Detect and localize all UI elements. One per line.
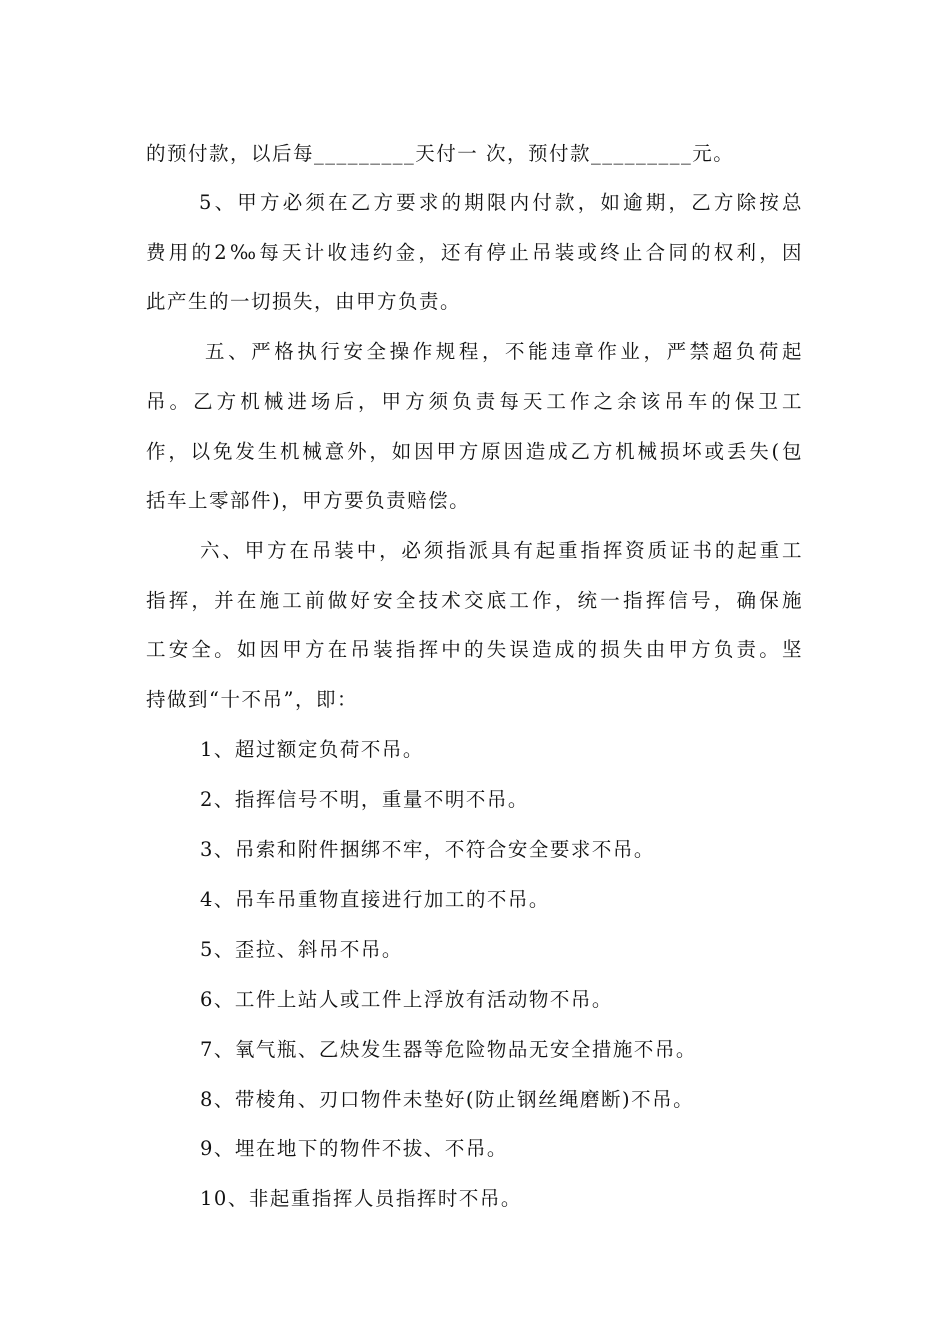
paragraph-line: 吊。乙方机械进场后，甲方须负责每天工作之余该吊车的保卫工 xyxy=(146,390,803,413)
list-item: 4、吊车吊重物直接进行加工的不吊。 xyxy=(200,888,550,911)
list-item: 6、工件上站人或工件上浮放有活动物不吊。 xyxy=(200,988,613,1011)
clause-5-line: 5、甲方必须在乙方要求的期限内付款，如逾期，乙方除按总 xyxy=(199,191,803,214)
section-5-heading-line: 五、严格执行安全操作规程，不能违章作业，严禁超负荷起 xyxy=(205,340,803,363)
list-item: 2、指挥信号不明，重量不明不吊。 xyxy=(200,788,529,811)
paragraph-line: 持做到“十不吊”，即： xyxy=(146,688,358,711)
list-item: 8、带棱角、刃口物件未垫好(防止钢丝绳磨断)不吊。 xyxy=(200,1088,695,1111)
paragraph-line: 括车上零部件)，甲方要负责赔偿。 xyxy=(146,489,471,512)
list-item: 9、埋在地下的物件不拔、不吊。 xyxy=(200,1137,508,1160)
paragraph-line: 指挥，并在施工前做好安全技术交底工作，统一指挥信号，确保施 xyxy=(146,589,803,612)
list-item: 10、非起重指挥人员指挥时不吊。 xyxy=(200,1187,522,1210)
section-6-heading-line: 六、甲方在吊装中，必须指派具有起重指挥资质证书的起重工 xyxy=(200,539,803,562)
paragraph-line: 此产生的一切损失，由甲方负责。 xyxy=(146,290,462,313)
paragraph-line: 工安全。如因甲方在吊装指挥中的失误造成的损失由甲方负责。坚 xyxy=(146,638,803,661)
paragraph-line: 作，以免发生机械意外，如因甲方原因造成乙方机械损坏或丢失(包 xyxy=(146,440,803,463)
list-item: 7、氧气瓶、乙炔发生器等危险物品无安全措施不吊。 xyxy=(200,1038,697,1061)
paragraph-line: 的预付款，以后每_________天付一 次，预付款_________元。 xyxy=(146,142,735,165)
list-item: 3、吊索和附件捆绑不牢，不符合安全要求不吊。 xyxy=(200,838,655,861)
list-item: 1、超过额定负荷不吊。 xyxy=(200,738,424,761)
paragraph-line: 费用的2‰每天计收违约金，还有停止吊装或终止合同的权利，因 xyxy=(146,241,803,264)
list-item: 5、歪拉、斜吊不吊。 xyxy=(200,938,403,961)
